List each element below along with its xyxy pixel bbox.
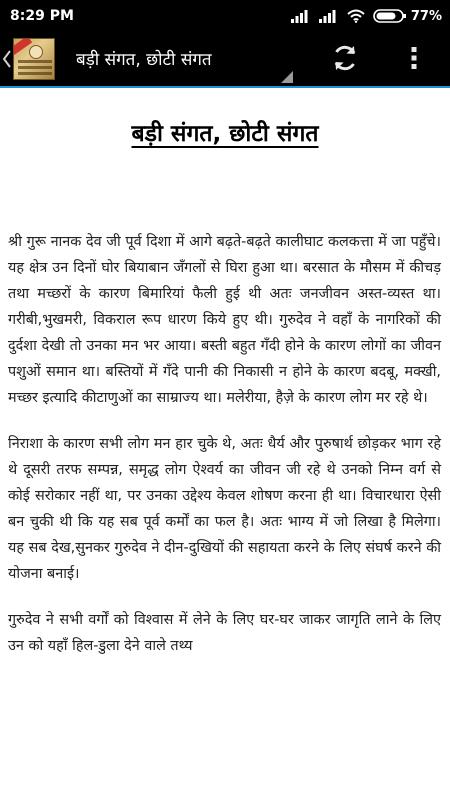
article-paragraph: श्री गुरू नानक देव जी पूर्व दिशा में आगे बढ़ते-बढ़ते कालीघाट कलकत्ता में जा पहुँचे। यह क्षेत्र उन दिनों घोर बियाबान जँगलों से घिरा हुआ था। बरसात के मौसम में कीचड़ तथा मच्छरों के कारण बिमारियां फैली हुई थी अतः जनजीवन अस्त-व्यस्त था। गरीबी,भुखमरी, विकराल रूप धारण किये हुए थी। गुरुदेव ने वहाँ के नागरिकों की दुर्दशा देखी तो उनका मन भर आया। बस्ती बहुत गँदी होने के कारण लोगों का जीवन पशुओं समान था। बस्तियों में गँदे पानी की निकासी न होने के कारण बदबू, मक्खी, मच्छर इत्यादि कीटाणुओं का साम्राज्य था। मलेरीया, हैज़े के कारण लोग मर रहे थे। [8, 234, 441, 406]
more-vert-icon [410, 45, 418, 75]
article-body [8, 229, 441, 679]
app-logo[interactable] [13, 38, 55, 80]
refresh-button[interactable] [326, 43, 364, 77]
action-bar [0, 32, 450, 88]
status-time: 8:29 PM [10, 8, 74, 24]
article-paragraph: निराशा के कारण सभी लोग मन हार चुके थे, अतः धैर्य और पुरुषार्थ छोड़कर भाग रहे थे दूसरी तरफ सम्पन्न, समृद्ध लोग ऐश्वर्य का जीवन जी रहे थे उनको निम्न वर्ग से कोई सरोकार नहीं था, पर उनका उद्देश्य केवल शोषण करना ही था। विचारधारा ऐसी बन चुकी थी कि यह सब पूर्व कर्मों का फल है। अतः भाग्य में जो लिखा है मिलेगा। यह सब देख,सुनकर गुरुदेव ने दीन-दुखियों की सहायता करने के लिए संघर्ष करने की योजना बनाई। [8, 436, 441, 582]
spinner-dropdown-icon[interactable] [281, 68, 293, 80]
article-paragraph: गुरुदेव ने सभी वर्गों को विश्वास में लेने के लिए घर-घर जाकर जागृति लाने के लिए उन को यहाँ हिल-डुला देने वाले तथ्य [8, 612, 441, 654]
signal-strength-icon [319, 9, 339, 23]
overflow-menu-button[interactable] [400, 43, 428, 77]
battery-percent: 77% [410, 8, 442, 24]
article-content[interactable] [0, 90, 450, 800]
refresh-icon [330, 43, 360, 77]
status-icons [291, 9, 442, 24]
article-heading: बड़ी संगत, छोटी संगत [131, 121, 319, 147]
logo-emblem [29, 45, 43, 59]
wifi-icon [347, 9, 365, 23]
signal-strength-icon [291, 9, 311, 23]
logo-lettering [18, 60, 52, 78]
action-bar-title[interactable]: बड़ी संगत, छोटी संगत [76, 50, 212, 70]
battery-indicator [373, 9, 442, 24]
chevron-left-icon[interactable] [2, 49, 12, 69]
status-bar [0, 0, 450, 32]
battery-icon [373, 9, 407, 23]
